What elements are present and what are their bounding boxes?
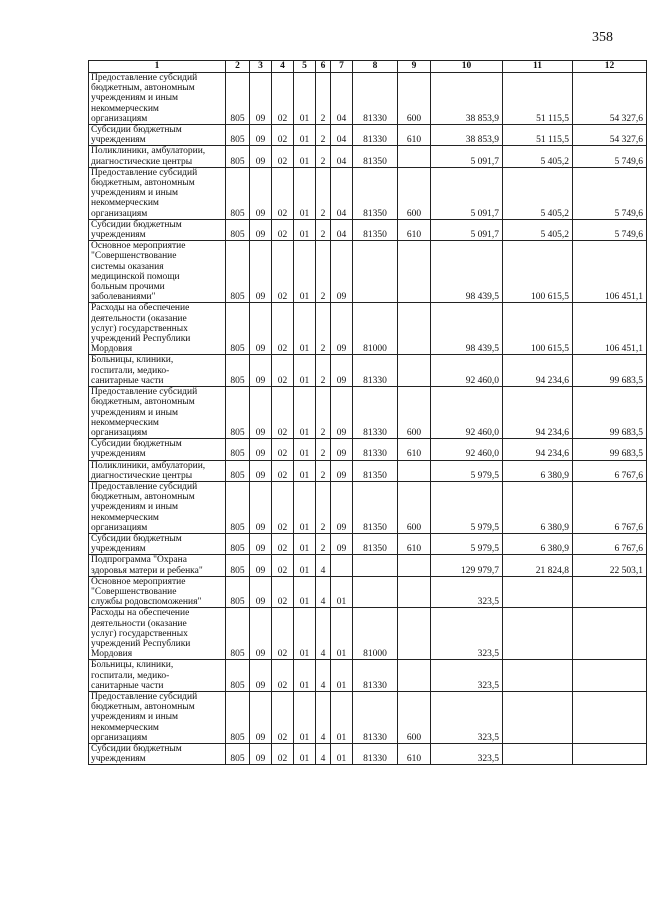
row-subprogram: 4 <box>316 744 331 765</box>
row-activity: 09 <box>331 303 353 355</box>
row-ministry: 805 <box>226 439 250 460</box>
row-subsection: 02 <box>272 555 294 576</box>
row-direction: 81330 <box>353 660 398 692</box>
table-row <box>89 533 647 554</box>
row-ministry: 805 <box>226 481 250 533</box>
row-ministry: 805 <box>226 460 250 481</box>
row-description: Поликлиники, амбулатории, диагностические центры <box>89 460 226 481</box>
row-amount-year1: 98 439,5 <box>431 303 503 355</box>
row-direction: 81330 <box>353 744 398 765</box>
table-row <box>89 744 647 765</box>
column-header: 1 <box>89 61 226 73</box>
row-subprogram: 4 <box>316 660 331 692</box>
row-amount-year1: 5 091,7 <box>431 146 503 167</box>
table-body <box>89 73 647 765</box>
row-description: Предоставление субсидий бюджетным, автономным учреждениям и иным некоммерческим организациям <box>89 73 226 125</box>
row-ministry: 805 <box>226 355 250 387</box>
row-expense-type <box>398 303 431 355</box>
table-row <box>89 691 647 743</box>
row-amount-year1: 5 979,5 <box>431 481 503 533</box>
row-amount-year2: 5 405,2 <box>503 167 573 219</box>
table-row <box>89 146 647 167</box>
row-direction: 81350 <box>353 146 398 167</box>
row-subprogram: 4 <box>316 608 331 660</box>
row-amount-year1: 5 091,7 <box>431 167 503 219</box>
row-direction: 81000 <box>353 303 398 355</box>
row-ministry: 805 <box>226 241 250 303</box>
row-direction: 81330 <box>353 355 398 387</box>
row-section: 09 <box>250 219 272 240</box>
row-amount-year2 <box>503 744 573 765</box>
table-row <box>89 303 647 355</box>
row-amount-year2: 51 115,5 <box>503 125 573 146</box>
row-description: Предоставление субсидий бюджетным, автономным учреждениям и иным некоммерческим организациям <box>89 691 226 743</box>
row-subsection: 02 <box>272 387 294 439</box>
row-subprogram: 2 <box>316 241 331 303</box>
row-activity: 04 <box>331 125 353 146</box>
row-subprogram: 2 <box>316 387 331 439</box>
row-amount-year3 <box>573 576 647 608</box>
column-header: 7 <box>331 61 353 73</box>
row-subsection: 02 <box>272 608 294 660</box>
row-subprogram: 4 <box>316 555 331 576</box>
row-section: 09 <box>250 533 272 554</box>
column-header: 9 <box>398 61 431 73</box>
row-amount-year2: 94 234,6 <box>503 439 573 460</box>
row-subsection: 02 <box>272 303 294 355</box>
row-ministry: 805 <box>226 608 250 660</box>
row-amount-year2: 94 234,6 <box>503 387 573 439</box>
row-expense-type <box>398 576 431 608</box>
column-header: 6 <box>316 61 331 73</box>
row-amount-year3: 22 503,1 <box>573 555 647 576</box>
row-subsection: 02 <box>272 146 294 167</box>
row-section: 09 <box>250 146 272 167</box>
row-ministry: 805 <box>226 555 250 576</box>
row-subsection: 02 <box>272 481 294 533</box>
row-description: Подпрограмма "Охрана здоровья матери и ребенка" <box>89 555 226 576</box>
row-section: 09 <box>250 576 272 608</box>
row-expense-type: 610 <box>398 125 431 146</box>
row-section: 09 <box>250 303 272 355</box>
row-section: 09 <box>250 555 272 576</box>
row-amount-year3 <box>573 744 647 765</box>
table-row <box>89 167 647 219</box>
row-activity: 01 <box>331 744 353 765</box>
row-ministry: 805 <box>226 125 250 146</box>
column-header: 5 <box>294 61 316 73</box>
row-description: Основное мероприятие "Совершенствование системы оказания медицинской помощи больным прочими заболеваниями" <box>89 241 226 303</box>
row-expense-type <box>398 460 431 481</box>
column-header: 4 <box>272 61 294 73</box>
table-row <box>89 460 647 481</box>
row-subprogram: 2 <box>316 303 331 355</box>
row-subsection: 02 <box>272 73 294 125</box>
row-amount-year3 <box>573 691 647 743</box>
column-header: 8 <box>353 61 398 73</box>
column-header: 10 <box>431 61 503 73</box>
row-program: 01 <box>294 73 316 125</box>
row-amount-year2: 6 380,9 <box>503 481 573 533</box>
row-direction: 81350 <box>353 481 398 533</box>
row-expense-type: 600 <box>398 481 431 533</box>
row-expense-type: 610 <box>398 744 431 765</box>
row-direction: 81330 <box>353 439 398 460</box>
row-description: Предоставление субсидий бюджетным, автономным учреждениям и иным некоммерческим организациям <box>89 387 226 439</box>
row-amount-year2: 94 234,6 <box>503 355 573 387</box>
table-row <box>89 576 647 608</box>
row-activity: 09 <box>331 387 353 439</box>
row-subsection: 02 <box>272 533 294 554</box>
column-header: 11 <box>503 61 573 73</box>
row-amount-year3: 99 683,5 <box>573 439 647 460</box>
row-activity: 09 <box>331 533 353 554</box>
table-row <box>89 439 647 460</box>
row-direction: 81350 <box>353 533 398 554</box>
row-amount-year1: 38 853,9 <box>431 125 503 146</box>
row-amount-year3: 99 683,5 <box>573 355 647 387</box>
page-number: 358 <box>592 30 613 45</box>
row-amount-year2 <box>503 660 573 692</box>
row-expense-type <box>398 146 431 167</box>
row-description: Предоставление субсидий бюджетным, автономным учреждениям и иным некоммерческим организациям <box>89 481 226 533</box>
column-header: 2 <box>226 61 250 73</box>
row-subprogram: 2 <box>316 481 331 533</box>
row-ministry: 805 <box>226 73 250 125</box>
row-ministry: 805 <box>226 691 250 743</box>
row-direction <box>353 555 398 576</box>
row-activity: 04 <box>331 73 353 125</box>
row-activity: 04 <box>331 146 353 167</box>
table-row <box>89 355 647 387</box>
row-subprogram: 2 <box>316 219 331 240</box>
row-activity: 01 <box>331 660 353 692</box>
row-direction: 81330 <box>353 73 398 125</box>
row-amount-year3: 54 327,6 <box>573 73 647 125</box>
row-description: Больницы, клиники, госпитали, медико- санитарные части <box>89 660 226 692</box>
row-description: Субсидии бюджетным учреждениям <box>89 744 226 765</box>
row-program: 01 <box>294 439 316 460</box>
row-section: 09 <box>250 660 272 692</box>
row-subsection: 02 <box>272 691 294 743</box>
table-row <box>89 608 647 660</box>
row-direction: 81350 <box>353 167 398 219</box>
row-expense-type <box>398 608 431 660</box>
row-section: 09 <box>250 691 272 743</box>
row-amount-year2: 51 115,5 <box>503 73 573 125</box>
row-activity <box>331 555 353 576</box>
row-amount-year2: 5 405,2 <box>503 146 573 167</box>
table-row <box>89 125 647 146</box>
row-direction: 81330 <box>353 387 398 439</box>
row-amount-year1: 92 460,0 <box>431 439 503 460</box>
row-subprogram: 2 <box>316 439 331 460</box>
row-amount-year2 <box>503 691 573 743</box>
row-section: 09 <box>250 73 272 125</box>
row-expense-type <box>398 555 431 576</box>
row-activity: 09 <box>331 481 353 533</box>
row-direction: 81350 <box>353 219 398 240</box>
row-amount-year2: 5 405,2 <box>503 219 573 240</box>
row-amount-year1: 5 091,7 <box>431 219 503 240</box>
row-program: 01 <box>294 481 316 533</box>
row-subprogram: 2 <box>316 125 331 146</box>
column-header: 12 <box>573 61 647 73</box>
row-activity: 01 <box>331 691 353 743</box>
row-section: 09 <box>250 439 272 460</box>
row-program: 01 <box>294 387 316 439</box>
row-subsection: 02 <box>272 125 294 146</box>
table-row <box>89 73 647 125</box>
row-section: 09 <box>250 608 272 660</box>
row-ministry: 805 <box>226 533 250 554</box>
row-amount-year3: 106 451,1 <box>573 241 647 303</box>
row-amount-year2: 6 380,9 <box>503 533 573 554</box>
row-subprogram: 2 <box>316 460 331 481</box>
row-section: 09 <box>250 387 272 439</box>
row-activity: 04 <box>331 219 353 240</box>
row-description: Поликлиники, амбулатории, диагностические центры <box>89 146 226 167</box>
row-amount-year3: 5 749,6 <box>573 219 647 240</box>
row-subprogram: 2 <box>316 167 331 219</box>
row-expense-type: 600 <box>398 691 431 743</box>
row-section: 09 <box>250 167 272 219</box>
row-activity: 04 <box>331 167 353 219</box>
table-row <box>89 481 647 533</box>
row-amount-year1: 323,5 <box>431 744 503 765</box>
row-activity: 09 <box>331 439 353 460</box>
row-expense-type: 610 <box>398 219 431 240</box>
table-header <box>89 61 647 73</box>
row-ministry: 805 <box>226 387 250 439</box>
row-amount-year3: 54 327,6 <box>573 125 647 146</box>
row-section: 09 <box>250 744 272 765</box>
row-program: 01 <box>294 167 316 219</box>
row-description: Субсидии бюджетным учреждениям <box>89 533 226 554</box>
table-row <box>89 387 647 439</box>
row-amount-year1: 129 979,7 <box>431 555 503 576</box>
row-expense-type: 600 <box>398 387 431 439</box>
row-subsection: 02 <box>272 219 294 240</box>
row-program: 01 <box>294 555 316 576</box>
row-amount-year1: 323,5 <box>431 576 503 608</box>
row-expense-type: 600 <box>398 167 431 219</box>
row-program: 01 <box>294 533 316 554</box>
row-ministry: 805 <box>226 576 250 608</box>
row-amount-year3: 6 767,6 <box>573 481 647 533</box>
row-amount-year1: 98 439,5 <box>431 241 503 303</box>
row-section: 09 <box>250 481 272 533</box>
row-program: 01 <box>294 303 316 355</box>
row-subsection: 02 <box>272 167 294 219</box>
row-program: 01 <box>294 146 316 167</box>
row-amount-year2: 100 615,5 <box>503 303 573 355</box>
row-subprogram: 2 <box>316 533 331 554</box>
row-ministry: 805 <box>226 146 250 167</box>
row-section: 09 <box>250 125 272 146</box>
row-description: Основное мероприятие "Совершенствование службы родовспоможения" <box>89 576 226 608</box>
row-subsection: 02 <box>272 439 294 460</box>
row-ministry: 805 <box>226 167 250 219</box>
row-direction <box>353 241 398 303</box>
row-amount-year3: 5 749,6 <box>573 167 647 219</box>
row-amount-year2: 21 824,8 <box>503 555 573 576</box>
row-description: Предоставление субсидий бюджетным, автономным учреждениям и иным некоммерческим организациям <box>89 167 226 219</box>
row-subprogram: 4 <box>316 576 331 608</box>
row-program: 01 <box>294 660 316 692</box>
row-program: 01 <box>294 125 316 146</box>
row-expense-type: 610 <box>398 533 431 554</box>
row-subprogram: 2 <box>316 146 331 167</box>
row-subsection: 02 <box>272 355 294 387</box>
row-amount-year2: 100 615,5 <box>503 241 573 303</box>
row-amount-year3: 6 767,6 <box>573 533 647 554</box>
row-expense-type <box>398 660 431 692</box>
row-activity: 09 <box>331 355 353 387</box>
row-description: Больницы, клиники, госпитали, медико- санитарные части <box>89 355 226 387</box>
row-amount-year2: 6 380,9 <box>503 460 573 481</box>
row-amount-year2 <box>503 576 573 608</box>
row-amount-year1: 323,5 <box>431 608 503 660</box>
row-amount-year3 <box>573 660 647 692</box>
row-subsection: 02 <box>272 744 294 765</box>
row-description: Расходы на обеспечение деятельности (оказание услуг) государственных учреждений Республики Мордовия <box>89 608 226 660</box>
row-direction: 81000 <box>353 608 398 660</box>
row-direction: 81330 <box>353 691 398 743</box>
row-amount-year3 <box>573 608 647 660</box>
row-expense-type: 600 <box>398 73 431 125</box>
row-ministry: 805 <box>226 219 250 240</box>
row-expense-type <box>398 241 431 303</box>
row-expense-type: 610 <box>398 439 431 460</box>
row-direction: 81330 <box>353 125 398 146</box>
row-description: Субсидии бюджетным учреждениям <box>89 219 226 240</box>
row-ministry: 805 <box>226 744 250 765</box>
row-activity: 01 <box>331 576 353 608</box>
row-subsection: 02 <box>272 460 294 481</box>
row-section: 09 <box>250 241 272 303</box>
row-subprogram: 4 <box>316 691 331 743</box>
row-amount-year1: 92 460,0 <box>431 387 503 439</box>
row-amount-year3: 106 451,1 <box>573 303 647 355</box>
row-direction <box>353 576 398 608</box>
row-program: 01 <box>294 744 316 765</box>
row-amount-year3: 99 683,5 <box>573 387 647 439</box>
row-program: 01 <box>294 219 316 240</box>
row-program: 01 <box>294 241 316 303</box>
row-amount-year1: 5 979,5 <box>431 460 503 481</box>
table-row <box>89 219 647 240</box>
row-amount-year1: 38 853,9 <box>431 73 503 125</box>
row-description: Субсидии бюджетным учреждениям <box>89 439 226 460</box>
row-section: 09 <box>250 460 272 481</box>
row-direction: 81350 <box>353 460 398 481</box>
table-row <box>89 555 647 576</box>
row-activity: 09 <box>331 241 353 303</box>
row-subprogram: 2 <box>316 73 331 125</box>
row-program: 01 <box>294 355 316 387</box>
row-expense-type <box>398 355 431 387</box>
row-amount-year3: 5 749,6 <box>573 146 647 167</box>
table-row <box>89 660 647 692</box>
row-subsection: 02 <box>272 576 294 608</box>
row-amount-year1: 92 460,0 <box>431 355 503 387</box>
row-ministry: 805 <box>226 660 250 692</box>
row-amount-year3: 6 767,6 <box>573 460 647 481</box>
row-amount-year1: 323,5 <box>431 660 503 692</box>
row-subsection: 02 <box>272 241 294 303</box>
row-program: 01 <box>294 608 316 660</box>
row-program: 01 <box>294 460 316 481</box>
row-subsection: 02 <box>272 660 294 692</box>
row-amount-year1: 5 979,5 <box>431 533 503 554</box>
row-program: 01 <box>294 691 316 743</box>
row-program: 01 <box>294 576 316 608</box>
row-description: Расходы на обеспечение деятельности (оказание услуг) государственных учреждений Республики Мордовия <box>89 303 226 355</box>
row-section: 09 <box>250 355 272 387</box>
table-row <box>89 241 647 303</box>
row-amount-year1: 323,5 <box>431 691 503 743</box>
row-description: Субсидии бюджетным учреждениям <box>89 125 226 146</box>
budget-table <box>88 60 647 765</box>
row-activity: 01 <box>331 608 353 660</box>
row-ministry: 805 <box>226 303 250 355</box>
row-activity: 09 <box>331 460 353 481</box>
column-header: 3 <box>250 61 272 73</box>
row-subprogram: 2 <box>316 355 331 387</box>
row-amount-year2 <box>503 608 573 660</box>
